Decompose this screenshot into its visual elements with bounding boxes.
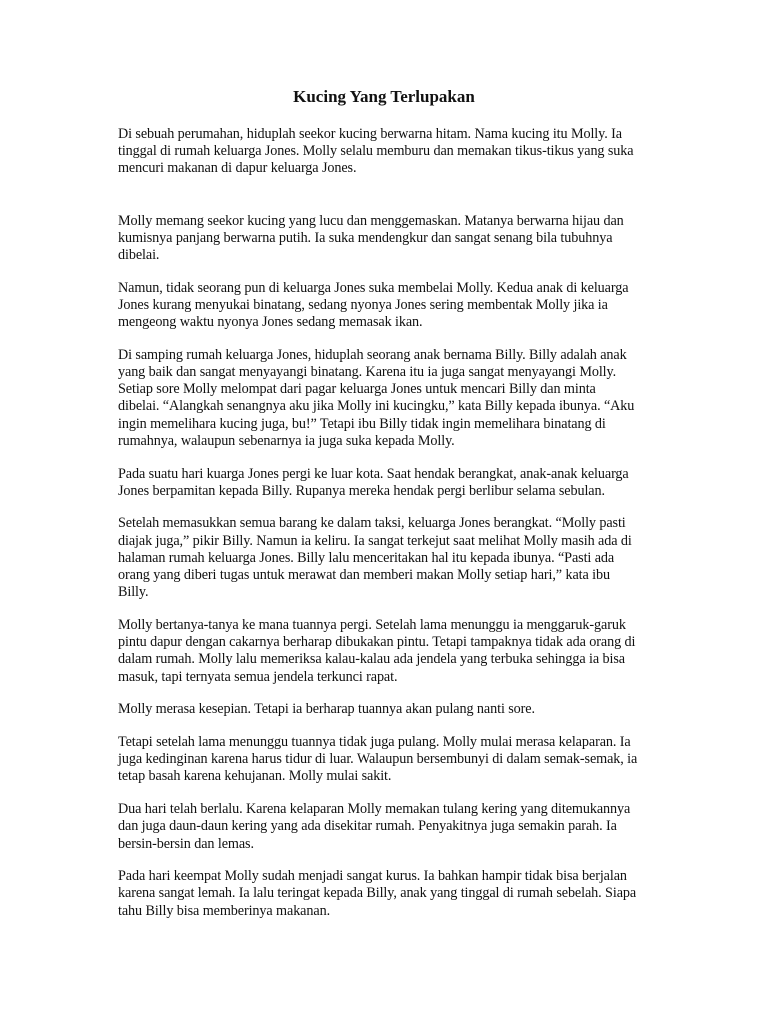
paragraph-3: Namun, tidak seorang pun di keluarga Jones suka membelai Molly. Kedua anak di keluarga Jones kurang menyukai binatang, sedang nyonya Jones sering membentak Molly jika ia mengeong waktu nyonya Jones sedang memasak ikan. [118,279,629,331]
document-title: Kucing Yang Terlupakan [293,87,475,106]
paragraph-7: Molly bertanya-tanya ke mana tuannya pergi. Setelah lama menunggu ia menggaruk-garuk pintu dapur dengan cakarnya berharap dibukakan pintu. Tetapi tampaknya tidak ada orang di dalam rumah. Molly lalu memeriksa kalau-kalau ada jendela yang terbuka sehingga ia bisa masuk, tapi ternyata semua jendela terkunci rapat. [118,616,636,685]
paragraph-5: Pada suatu hari kuarga Jones pergi ke luar kota. Saat hendak berangkat, anak-anak keluarga Jones berpamitan kepada Billy. Rupanya mereka hendak pergi berlibur selama sebulan. [118,465,629,499]
paragraph-11: Pada hari keempat Molly sudah menjadi sangat kurus. Ia bahkan hampir tidak bisa berjalan karena sangat lemah. Ia lalu teringat kepada Billy, anak yang tinggal di rumah sebelah. Siapa tahu Billy bisa memberinya makanan. [118,868,637,919]
paragraph-4: Di samping rumah keluarga Jones, hiduplah seorang anak bernama Billy. Billy adalah anak yang baik dan sangat menyayangi binatang. Karena itu ia juga sangat menyayangi Molly. Setiap sore Molly melompat dari pagar keluarga Jones untuk mencari Billy dan minta dibelai. “Alangkah senangnya aku jika Molly ini kucingku,” kata Billy kepada ibunya. “Aku ingin memelihara kucing juga, bu!” Tetapi ibu Billy tidak ingin memelihara binatang di rumahnya, walaupun sebenarnya ia juga suka kepada Molly. [118,346,635,449]
paragraph-10: Dua hari telah berlalu. Karena kelaparan Molly memakan tulang kering yang ditemukannya dan juga daun-daun kering yang ada disekitar rumah. Penyakitnya juga semakin parah. Ia bersin-bersin dan lemas. [118,801,631,852]
paragraph-9: Tetapi setelah lama menunggu tuannya tidak juga pulang. Molly mulai merasa kelaparan. Ia juga kedinginan karena harus tidur di luar. Walaupun bersembunyi di dalam semak-semak, ia tetap basah karena kehujanan. Molly mulai sakit. [118,733,638,785]
paragraph-1: Di sebuah perumahan, hiduplah seekor kucing berwarna hitam. Nama kucing itu Molly. Ia tinggal di rumah keluarga Jones. Molly selalu memburu dan memakan tikus-tikus yang suka mencuri makanan di dapur keluarga Jones. [118,126,634,177]
paragraph-8: Molly merasa kesepian. Tetapi ia berharap tuannya akan pulang nanti sore. [118,701,535,718]
paragraph-2: Molly memang seekor kucing yang lucu dan menggemaskan. Matanya berwarna hijau dan kumisnya panjang berwarna putih. Ia suka mendengkur dan sangat senang bila tubuhnya dibelai. [118,212,624,264]
document-body [118,126,638,920]
paragraph-6: Setelah memasukkan semua barang ke dalam taksi, keluarga Jones berangkat. “Molly pasti diajak juga,” pikir Billy. Namun ia keliru. Ia sangat terkejut saat melihat Molly masih ada di halaman rumah keluarga Jones. Billy lalu menceritakan hal itu kepada ibunya. “Pasti ada orang yang diberi tugas untuk merawat dan memberi makan Molly setiap hari,” kata ibu Billy. [118,515,632,601]
